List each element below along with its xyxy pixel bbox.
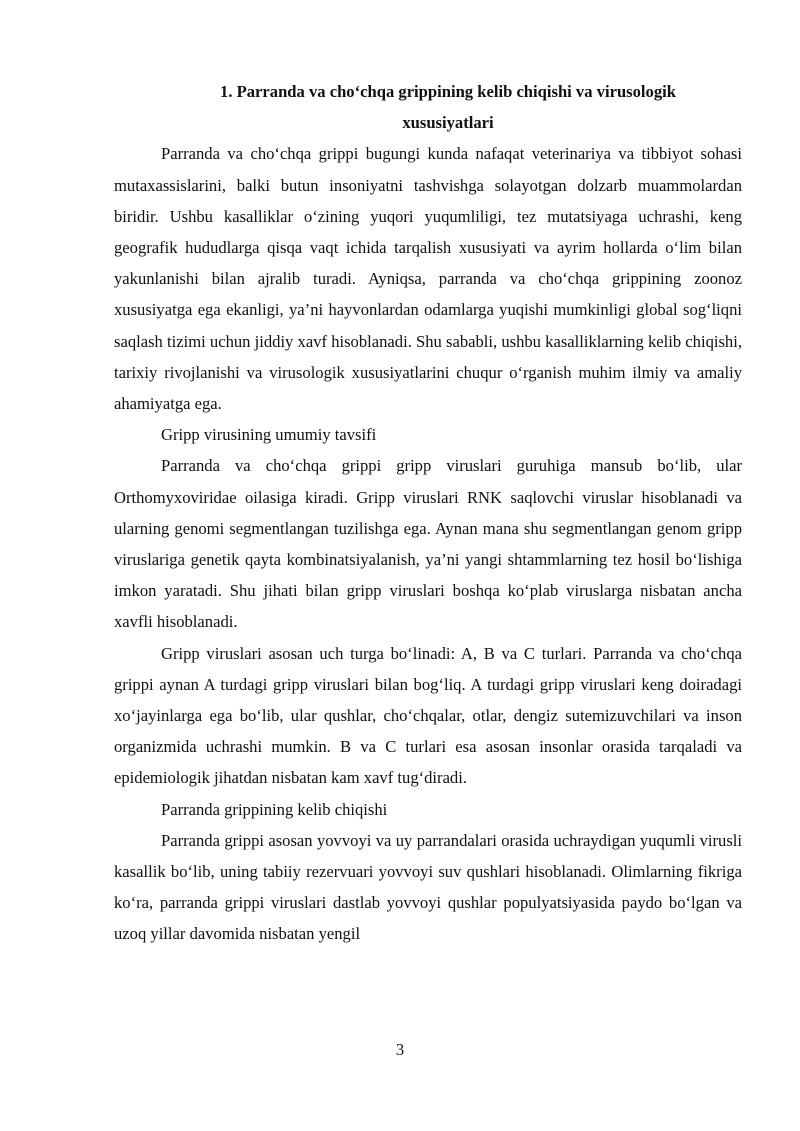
paragraph-intro: Parranda va cho‘chqa grippi bugungi kunda nafaqat veterinariya va tibbiyot sohasi mutaxassislarini, balki butun insoniyatni tashvishga solayotgan dolzarb muammolardan biridir. Ushbu kasalliklar o‘zining yuqori yuqumliligi, tez mutatsiyaga uchrashi, keng geografik hududlarga qisqa vaqt ichida tarqalish xususiyati va ayrim hollarda o‘lim bilan yakunlanishi bilan ajralib turadi. Ayniqsa, parranda va cho‘chqa grippining zoonoz xususiyatga ega ekanligi, ya’ni hayvonlardan odamlarga yuqishi mumkinligi global sog‘liqni saqlash tizimi uchun jiddiy xavf hisoblanadi. Shu sababli, ushbu kasalliklarning kelib chiqishi, tarixiy rivojlanishi va virusologik xususiyatlarini chuqur o‘rganish muhim ilmiy va amaliy ahamiyatga ega.	[114, 144, 742, 414]
subheading-virus-description: Gripp virusining umumiy tavsifi	[161, 425, 377, 445]
section-title-line-2: xususiyatlari	[402, 113, 494, 133]
subheading-bird-flu-origin: Parranda grippining kelib chiqishi	[161, 799, 388, 819]
section-title-line-1: 1. Parranda va cho‘chqa grippining kelib chiqishi va virusologik	[220, 82, 676, 101]
section-title	[114, 76, 742, 138]
paragraph-bird-flu-origin: Parranda grippi asosan yovvoyi va uy parrandalari orasida uchraydigan yuqumli virusli kasallik bo‘lib, uning tabiiy rezervuari yovvoyi suv qushlari hisoblanadi. Olimlarning fikriga ko‘ra, parranda grippi viruslari dastlab yovvoyi qushlar populyatsiyasida paydo bo‘lgan va uzoq yillar davomida nisbatan yengil	[114, 830, 742, 944]
paragraph-virus-family: Parranda va cho‘chqa grippi gripp viruslari guruhiga mansub bo‘lib, ular Orthomyxoviridae oilasiga kiradi. Gripp viruslari RNK saqlovchi viruslar hisoblanadi va ularning genomi segmentlangan tuzilishga ega. Aynan mana shu segmentlangan genom gripp viruslariga genetik qayta kombinatsiyalanish, ya’ni yangi shtammlarning tez hosil bo‘lishiga imkon yaratadi. Shu jihati bilan gripp viruslari boshqa ko‘plab viruslarga nisbatan ancha xavfli hisoblanadi.	[114, 456, 742, 632]
page-content	[114, 76, 742, 950]
page-number: 3	[395, 1040, 405, 1059]
paragraph-virus-types: Gripp viruslari asosan uch turga bo‘linadi: A, B va C turlari. Parranda va cho‘chqa grippi aynan A turdagi gripp viruslari bilan bog‘liq. A turdagi gripp viruslari keng doiradagi xo‘jayinlarga ega bo‘lib, ular qushlar, cho‘chqalar, otlar, dengiz sutemizuvchilari va inson organizmida uchrashi mumkin. B va C turlari esa asosan insonlar orasida tarqaladi va epidemiologik jihatdan nisbatan kam xavf tug‘diradi.	[114, 643, 742, 788]
